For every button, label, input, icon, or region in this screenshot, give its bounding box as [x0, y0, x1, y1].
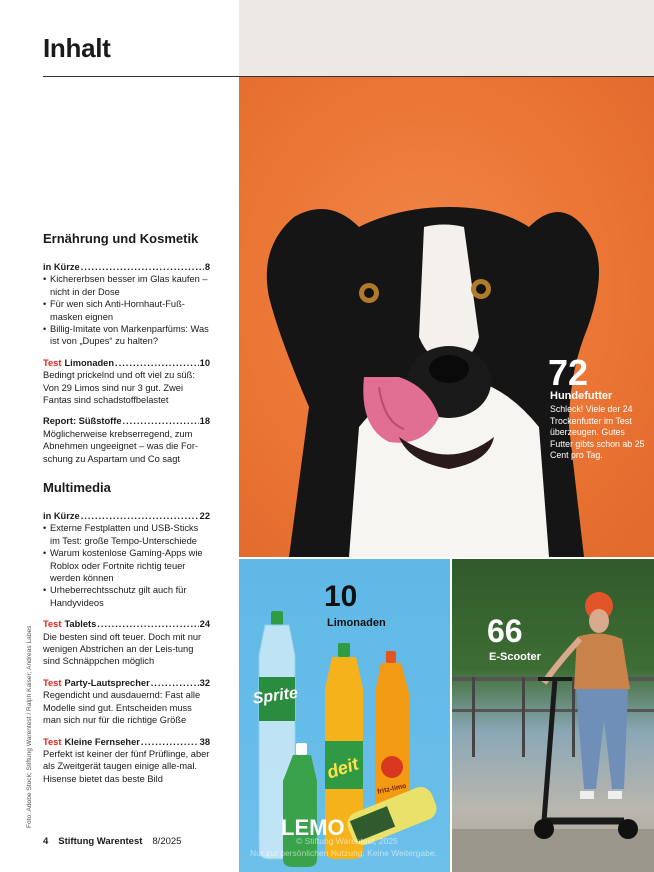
dog-food-feature[interactable]: [239, 77, 654, 557]
entry-text: Perfekt ist keiner der fünf Prüflinge, aber als Zweitgerät taugen einige alle-mal. Hisense bietet das beste Bild: [43, 748, 210, 784]
page-number: 32: [199, 677, 210, 688]
escooter-feature[interactable]: [452, 559, 654, 872]
section-title: Multimedia: [43, 480, 111, 495]
toc-entry[interactable]: [43, 677, 210, 727]
dog-photo: [239, 77, 654, 557]
bullet-item: • Externe Festplatten und USB-Sticks im Test: große Tempo-Unterschiede: [43, 522, 210, 547]
page-title: Inhalt: [43, 33, 111, 63]
dog-feature-label: Hundefutter: [550, 390, 613, 402]
bullet-item: • Urheberrechtsschutz gilt auch für Handyvideos: [43, 584, 210, 609]
deit-label: deit: [324, 753, 362, 783]
limo-feature-number: 10: [324, 580, 358, 613]
entry-heading: Limonaden: [64, 357, 115, 368]
section-nutrition: [43, 231, 210, 474]
entry-heading: in Kürze: [43, 511, 80, 521]
entry-heading: Party-Lautsprecher: [64, 677, 150, 688]
entry-heading: Kleine Fernseher: [64, 736, 140, 747]
sprite-label: Sprite: [251, 684, 299, 708]
scooter-feature-label: E-Scooter: [489, 651, 541, 663]
page-footer: [43, 836, 181, 847]
toc-entry[interactable]: [43, 357, 210, 407]
test-tag: Test: [43, 357, 62, 368]
entry-text: Regendicht und ausdauernd: Fast alle Modelle sind gut. Entscheiden muss man sich nur für die richtige Größe: [43, 690, 201, 726]
entry-text: Bedingt prickelnd und oft viel zu süß: Von 29 Limos sind nur 3 gut. Zwei Fantas sind schadstoffbelastet: [43, 370, 195, 406]
entry-heading: in Kürze: [43, 262, 80, 272]
photo-credit: Foto: Adobe Stock; Stiftung Warentest / Ralph Kaiser; Andreas Labes: [26, 625, 33, 828]
toc-entry[interactable]: [43, 510, 210, 609]
entry-text: Die besten sind oft teuer. Doch mit nur wenigen Abstrichen an der Leis-tung sind Schnäppchen möglich: [43, 631, 202, 667]
section-title: Ernährung und Kosmetik: [43, 231, 199, 246]
toc-entry[interactable]: [43, 618, 210, 668]
dog-feature-number: 72: [548, 352, 589, 393]
dog-feature-text: Schleck! Viele der 24 Trockenfutter im Test überzeugen. Gutes Futter gibts schon ab 25 Cent pro Tag.: [550, 404, 645, 460]
bullet-item: • Für wen sich Anti-Hornhaut-Fuß-masken eignen: [43, 298, 210, 323]
toc-entry[interactable]: [43, 261, 210, 348]
footer-brand: Stiftung Warentest: [58, 836, 143, 847]
header-band: [239, 0, 654, 76]
entry-heading: Report: Süßstoffe: [43, 416, 122, 427]
page-number: 38: [199, 736, 210, 747]
lemonade-feature[interactable]: [239, 559, 450, 872]
escooter-photo: [452, 559, 654, 872]
entry-text: Möglicherweise krebserregend, zum Abnehmen ungeeignet – was die For-schung zu Aspartam und Co sagt: [43, 428, 199, 464]
section-multimedia: [43, 480, 210, 794]
watermark-line2: Nur zur persönlichen Nutzung. Keine Weitergabe.: [250, 848, 437, 858]
limo-feature-label: Limonaden: [327, 617, 386, 629]
watermark-line1: © Stiftung Warentest, 2025: [296, 836, 398, 846]
toc-entry[interactable]: [43, 415, 210, 465]
toc-entry[interactable]: [43, 736, 210, 786]
page-number: 18: [199, 416, 210, 427]
fritz-label: fritz-limo: [376, 782, 408, 796]
page-number: 22: [199, 511, 210, 521]
page-number: 8: [204, 262, 210, 272]
footer-issue: 8/2025: [152, 836, 182, 847]
test-tag: Test: [43, 677, 62, 688]
bullet-item: • Billig-Imitate von Markenparfüms: Was ist von „Dupes“ zu halten?: [43, 323, 210, 348]
bullet-item: • Kichererbsen besser im Glas kaufen – nicht in der Dose: [43, 273, 210, 298]
footer-page-number: 4: [43, 836, 49, 847]
page-number: 10: [199, 357, 210, 368]
page-number: 24: [199, 619, 210, 630]
scooter-feature-number: 66: [487, 613, 523, 649]
test-tag: Test: [43, 619, 62, 630]
entry-heading: Tablets: [64, 619, 97, 630]
test-tag: Test: [43, 736, 62, 747]
bullet-item: • Warum kostenlose Gaming-Apps wie Roblox oder Fortnite richtig teuer werden können: [43, 547, 210, 584]
lemon-label: LEMO: [281, 815, 345, 840]
